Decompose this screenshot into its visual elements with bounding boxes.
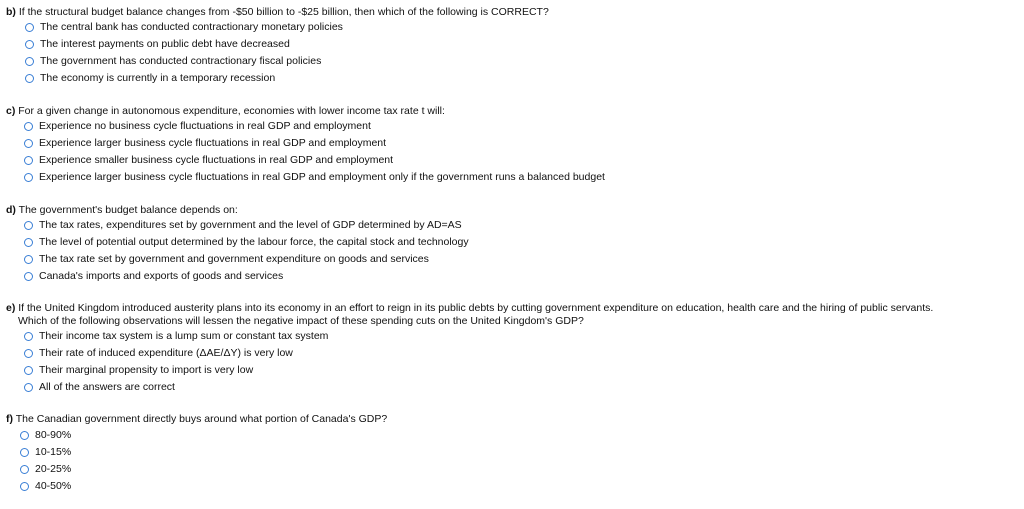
question-e-stem-continued: Which of the following observations will lessen the negative impact of these spending cuts on the United Kingdom's GDP? — [18, 315, 584, 327]
question-d-stem: d) The government's budget balance depends on: — [6, 204, 238, 216]
question-b-option-1[interactable]: The central bank has conducted contractionary monetary policies — [25, 19, 343, 36]
question-d-option-4[interactable]: Canada's imports and exports of goods and services — [24, 268, 283, 285]
question-b-option-3[interactable]: The government has conducted contractionary fiscal policies — [25, 53, 321, 70]
question-f-option-3[interactable]: 20-25% — [20, 461, 71, 478]
question-c-stem: c) For a given change in autonomous expenditure, economies with lower income tax rate t will: — [6, 105, 445, 117]
radio-button[interactable] — [25, 23, 34, 32]
question-b-option-2[interactable]: The interest payments on public debt have decreased — [25, 36, 290, 53]
question-d-letter: d) — [6, 204, 16, 216]
question-c-option-2[interactable]: Experience larger business cycle fluctuations in real GDP and employment — [24, 135, 386, 152]
radio-button[interactable] — [25, 74, 34, 83]
question-b-stem: b) If the structural budget balance changes from -$50 billion to -$25 billion, then which of the following is CORRECT? — [6, 6, 549, 18]
radio-button[interactable] — [24, 221, 33, 230]
radio-button[interactable] — [24, 139, 33, 148]
question-e-option-4[interactable]: All of the answers are correct — [24, 379, 175, 396]
radio-button[interactable] — [25, 40, 34, 49]
question-b-letter: b) — [6, 6, 16, 18]
radio-button[interactable] — [24, 349, 33, 358]
radio-button[interactable] — [24, 366, 33, 375]
radio-button[interactable] — [24, 272, 33, 281]
question-f-option-4[interactable]: 40-50% — [20, 478, 71, 495]
question-f-letter: f) — [6, 413, 13, 425]
question-f-option-1[interactable]: 80-90% — [20, 427, 71, 444]
radio-button[interactable] — [24, 122, 33, 131]
question-e-option-2[interactable]: Their rate of induced expenditure (ΔAE/ΔY) is very low — [24, 345, 293, 362]
question-d-option-3[interactable]: The tax rate set by government and government expenditure on goods and services — [24, 251, 429, 268]
question-c-letter: c) — [6, 105, 16, 117]
question-b-option-4[interactable]: The economy is currently in a temporary recession — [25, 70, 275, 87]
question-d-option-2[interactable]: The level of potential output determined by the labour force, the capital stock and technology — [24, 234, 469, 251]
question-e-letter: e) — [6, 302, 16, 314]
question-f-stem: f) The Canadian government directly buys around what portion of Canada's GDP? — [6, 413, 388, 425]
radio-button[interactable] — [20, 431, 29, 440]
question-e-option-3[interactable]: Their marginal propensity to import is very low — [24, 362, 253, 379]
question-c-option-4[interactable]: Experience larger business cycle fluctuations in real GDP and employment only if the government runs a balanced budget — [24, 169, 605, 186]
radio-button[interactable] — [24, 238, 33, 247]
question-c-option-3[interactable]: Experience smaller business cycle fluctuations in real GDP and employment — [24, 152, 393, 169]
radio-button[interactable] — [24, 255, 33, 264]
radio-button[interactable] — [24, 383, 33, 392]
question-e-stem: e) If the United Kingdom introduced austerity plans into its economy in an effort to reign in its public debts by cutting government expenditure on education, health care and the hiring of public servants. — [6, 302, 934, 314]
question-e-option-1[interactable]: Their income tax system is a lump sum or constant tax system — [24, 328, 328, 345]
question-d-option-1[interactable]: The tax rates, expenditures set by government and the level of GDP determined by AD=AS — [24, 217, 462, 234]
radio-button[interactable] — [24, 332, 33, 341]
radio-button[interactable] — [20, 448, 29, 457]
radio-button[interactable] — [25, 57, 34, 66]
radio-button[interactable] — [20, 482, 29, 491]
question-f-option-2[interactable]: 10-15% — [20, 444, 71, 461]
radio-button[interactable] — [24, 173, 33, 182]
radio-button[interactable] — [20, 465, 29, 474]
question-c-option-1[interactable]: Experience no business cycle fluctuations in real GDP and employment — [24, 118, 371, 135]
radio-button[interactable] — [24, 156, 33, 165]
